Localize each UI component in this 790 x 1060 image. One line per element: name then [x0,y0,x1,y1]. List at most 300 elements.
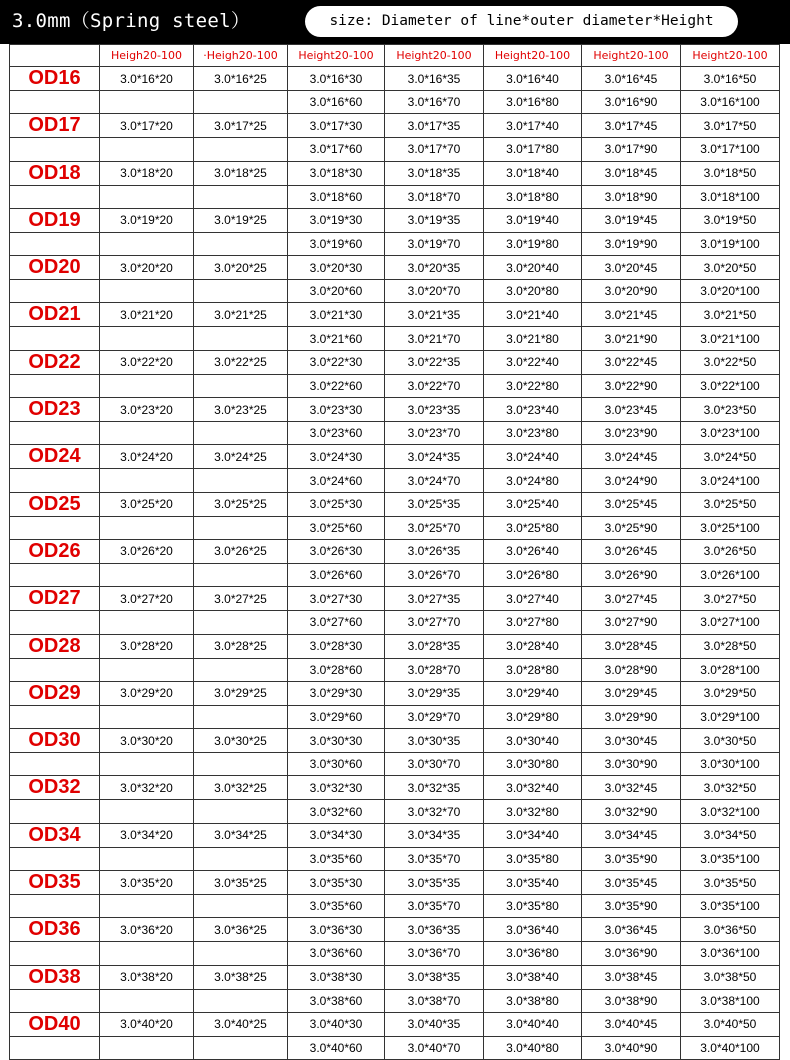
table-row [10,138,780,161]
empty-cell [100,563,194,586]
size-cell: 3.0*22*70 [385,374,484,397]
size-cell: 3.0*38*30 [288,965,385,989]
outer-diameter-label: OD18 [10,161,100,185]
size-cell: 3.0*38*100 [681,989,780,1012]
empty-cell [10,942,100,965]
size-cell: 3.0*23*90 [582,422,681,445]
size-cell: 3.0*25*60 [288,516,385,539]
empty-cell [10,138,100,161]
outer-diameter-label: OD30 [10,729,100,753]
size-cell: 3.0*21*45 [582,303,681,327]
size-cell: 3.0*36*100 [681,942,780,965]
table-row [10,185,780,208]
size-cell: 3.0*23*70 [385,422,484,445]
outer-diameter-label: OD34 [10,823,100,847]
size-cell: 3.0*19*70 [385,232,484,255]
size-cell: 3.0*24*25 [194,445,288,469]
outer-diameter-label: OD38 [10,965,100,989]
empty-cell [194,1036,288,1059]
size-cell: 3.0*24*80 [484,469,582,492]
size-cell: 3.0*38*80 [484,989,582,1012]
size-cell: 3.0*35*50 [681,871,780,895]
table-row [10,705,780,728]
size-cell: 3.0*17*35 [385,114,484,138]
empty-cell [194,91,288,114]
size-cell: 3.0*22*50 [681,350,780,374]
table-row [10,729,780,753]
size-cell: 3.0*18*20 [100,161,194,185]
table-row [10,67,780,91]
table-row [10,823,780,847]
size-cell: 3.0*23*80 [484,422,582,445]
size-cell: 3.0*40*20 [100,1012,194,1036]
size-cell: 3.0*25*90 [582,516,681,539]
size-cell: 3.0*27*30 [288,587,385,611]
table-row [10,942,780,965]
outer-diameter-label: OD29 [10,681,100,705]
empty-cell [10,895,100,918]
size-cell: 3.0*20*80 [484,280,582,303]
empty-cell [100,374,194,397]
empty-cell [10,753,100,776]
empty-cell [194,753,288,776]
size-cell: 3.0*35*60 [288,895,385,918]
size-cell: 3.0*32*60 [288,800,385,823]
size-cell: 3.0*30*40 [484,729,582,753]
empty-cell [100,895,194,918]
size-cell: 3.0*40*35 [385,1012,484,1036]
size-cell: 3.0*21*40 [484,303,582,327]
size-cell: 3.0*22*60 [288,374,385,397]
empty-cell [100,753,194,776]
size-cell: 3.0*18*45 [582,161,681,185]
outer-diameter-label: OD25 [10,492,100,516]
empty-cell [100,942,194,965]
size-cell: 3.0*30*30 [288,729,385,753]
size-cell: 3.0*38*35 [385,965,484,989]
empty-cell [10,847,100,870]
size-cell: 3.0*16*25 [194,67,288,91]
size-cell: 3.0*17*90 [582,138,681,161]
size-cell: 3.0*24*90 [582,469,681,492]
size-cell: 3.0*17*60 [288,138,385,161]
size-cell: 3.0*18*30 [288,161,385,185]
empty-cell [194,280,288,303]
size-cell: 3.0*17*30 [288,114,385,138]
empty-cell [100,280,194,303]
size-cell: 3.0*27*35 [385,587,484,611]
table-row [10,658,780,681]
empty-cell [194,185,288,208]
size-cell: 3.0*20*30 [288,256,385,280]
empty-cell [194,895,288,918]
table-row [10,847,780,870]
size-cell: 3.0*22*25 [194,350,288,374]
size-cell: 3.0*40*70 [385,1036,484,1059]
size-cell: 3.0*21*70 [385,327,484,350]
size-cell: 3.0*16*30 [288,67,385,91]
size-cell: 3.0*35*70 [385,895,484,918]
size-cell: 3.0*28*20 [100,634,194,658]
size-cell: 3.0*38*45 [582,965,681,989]
empty-cell [194,138,288,161]
size-cell: 3.0*36*30 [288,918,385,942]
empty-cell [194,611,288,634]
size-cell: 3.0*26*45 [582,539,681,563]
empty-cell [10,658,100,681]
size-cell: 3.0*28*100 [681,658,780,681]
size-cell: 3.0*20*20 [100,256,194,280]
table-row [10,469,780,492]
table-row [10,422,780,445]
size-cell: 3.0*22*100 [681,374,780,397]
outer-diameter-label: OD17 [10,114,100,138]
size-cell: 3.0*17*25 [194,114,288,138]
size-cell: 3.0*28*90 [582,658,681,681]
size-cell: 3.0*32*100 [681,800,780,823]
empty-cell [10,185,100,208]
empty-cell [100,658,194,681]
size-cell: 3.0*23*45 [582,398,681,422]
size-cell: 3.0*19*25 [194,208,288,232]
size-cell: 3.0*26*80 [484,563,582,586]
table-row [10,965,780,989]
size-cell: 3.0*35*45 [582,871,681,895]
empty-cell [100,469,194,492]
outer-diameter-label: OD24 [10,445,100,469]
table-row [10,611,780,634]
size-cell: 3.0*32*25 [194,776,288,800]
empty-cell [10,989,100,1012]
empty-cell [10,422,100,445]
size-cell: 3.0*34*40 [484,823,582,847]
size-cell: 3.0*35*80 [484,895,582,918]
size-cell: 3.0*26*70 [385,563,484,586]
size-cell: 3.0*21*20 [100,303,194,327]
size-cell: 3.0*36*25 [194,918,288,942]
size-cell: 3.0*32*35 [385,776,484,800]
size-cell: 3.0*23*50 [681,398,780,422]
size-cell: 3.0*32*40 [484,776,582,800]
empty-cell [10,469,100,492]
size-cell: 3.0*23*60 [288,422,385,445]
empty-cell [100,847,194,870]
size-cell: 3.0*29*90 [582,705,681,728]
size-cell: 3.0*29*40 [484,681,582,705]
size-cell: 3.0*26*20 [100,539,194,563]
size-cell: 3.0*16*20 [100,67,194,91]
header-bar [0,0,790,44]
table-row [10,256,780,280]
empty-cell [10,327,100,350]
size-cell: 3.0*23*20 [100,398,194,422]
empty-cell [100,705,194,728]
outer-diameter-label: OD32 [10,776,100,800]
size-cell: 3.0*29*35 [385,681,484,705]
size-cell: 3.0*19*100 [681,232,780,255]
table-row [10,327,780,350]
size-cell: 3.0*29*60 [288,705,385,728]
size-cell: 3.0*25*70 [385,516,484,539]
size-cell: 3.0*16*100 [681,91,780,114]
size-cell: 3.0*22*45 [582,350,681,374]
size-cell: 3.0*19*40 [484,208,582,232]
size-cell: 3.0*30*100 [681,753,780,776]
table-row [10,800,780,823]
size-cell: 3.0*21*50 [681,303,780,327]
empty-cell [194,232,288,255]
table-row [10,161,780,185]
table-row [10,398,780,422]
size-cell: 3.0*19*35 [385,208,484,232]
empty-cell [100,91,194,114]
size-cell: 3.0*18*90 [582,185,681,208]
size-cell: 3.0*28*35 [385,634,484,658]
size-cell: 3.0*16*70 [385,91,484,114]
size-cell: 3.0*23*40 [484,398,582,422]
outer-diameter-label: OD23 [10,398,100,422]
empty-cell [194,800,288,823]
size-cell: 3.0*36*70 [385,942,484,965]
size-cell: 3.0*24*40 [484,445,582,469]
size-cell: 3.0*24*60 [288,469,385,492]
table-row [10,1012,780,1036]
size-cell: 3.0*28*50 [681,634,780,658]
size-cell: 3.0*35*30 [288,871,385,895]
size-cell: 3.0*26*60 [288,563,385,586]
empty-cell [10,705,100,728]
size-cell: 3.0*21*30 [288,303,385,327]
size-cell: 3.0*32*20 [100,776,194,800]
size-cell: 3.0*35*70 [385,847,484,870]
size-cell: 3.0*20*50 [681,256,780,280]
size-cell: 3.0*16*60 [288,91,385,114]
column-header: Heigh20-100 [100,45,194,67]
size-cell: 3.0*19*90 [582,232,681,255]
size-cell: 3.0*25*50 [681,492,780,516]
table-row [10,280,780,303]
size-cell: 3.0*32*90 [582,800,681,823]
size-cell: 3.0*16*80 [484,91,582,114]
size-cell: 3.0*26*30 [288,539,385,563]
size-cell: 3.0*36*45 [582,918,681,942]
size-cell: 3.0*24*100 [681,469,780,492]
size-cell: 3.0*28*40 [484,634,582,658]
size-cell: 3.0*26*25 [194,539,288,563]
size-cell: 3.0*18*25 [194,161,288,185]
size-cell: 3.0*36*60 [288,942,385,965]
empty-cell [194,705,288,728]
column-header: Height20-100 [288,45,385,67]
empty-cell [10,232,100,255]
size-cell: 3.0*28*60 [288,658,385,681]
empty-cell [100,327,194,350]
empty-cell [100,1036,194,1059]
table-row [10,208,780,232]
size-cell: 3.0*24*45 [582,445,681,469]
size-cell: 3.0*28*25 [194,634,288,658]
size-cell: 3.0*29*80 [484,705,582,728]
size-cell: 3.0*34*35 [385,823,484,847]
size-cell: 3.0*35*90 [582,895,681,918]
size-cell: 3.0*36*80 [484,942,582,965]
size-cell: 3.0*29*20 [100,681,194,705]
empty-cell [194,658,288,681]
empty-cell [194,374,288,397]
size-cell: 3.0*29*25 [194,681,288,705]
empty-cell [10,563,100,586]
empty-cell [194,327,288,350]
size-note-box [305,6,738,37]
size-cell: 3.0*35*35 [385,871,484,895]
outer-diameter-label: OD22 [10,350,100,374]
size-cell: 3.0*22*20 [100,350,194,374]
size-cell: 3.0*35*20 [100,871,194,895]
empty-cell [100,232,194,255]
size-cell: 3.0*16*40 [484,67,582,91]
empty-cell [100,800,194,823]
size-cell: 3.0*32*80 [484,800,582,823]
empty-cell [10,516,100,539]
size-cell: 3.0*16*45 [582,67,681,91]
size-cell: 3.0*22*90 [582,374,681,397]
size-cell: 3.0*25*20 [100,492,194,516]
empty-cell [194,563,288,586]
size-cell: 3.0*38*25 [194,965,288,989]
size-cell: 3.0*40*60 [288,1036,385,1059]
empty-cell [100,516,194,539]
size-cell: 3.0*16*50 [681,67,780,91]
size-cell: 3.0*19*20 [100,208,194,232]
size-cell: 3.0*17*50 [681,114,780,138]
size-cell: 3.0*36*35 [385,918,484,942]
size-cell: 3.0*21*25 [194,303,288,327]
table-row [10,1036,780,1059]
size-cell: 3.0*29*70 [385,705,484,728]
table-row [10,539,780,563]
size-cell: 3.0*23*25 [194,398,288,422]
size-cell: 3.0*20*35 [385,256,484,280]
column-header: Height20-100 [385,45,484,67]
size-cell: 3.0*35*100 [681,895,780,918]
size-cell: 3.0*18*100 [681,185,780,208]
column-header: Height20-100 [681,45,780,67]
size-cell: 3.0*20*25 [194,256,288,280]
size-cell: 3.0*20*100 [681,280,780,303]
size-cell: 3.0*40*30 [288,1012,385,1036]
size-cell: 3.0*36*40 [484,918,582,942]
empty-cell [100,138,194,161]
size-cell: 3.0*34*50 [681,823,780,847]
size-cell: 3.0*20*70 [385,280,484,303]
size-cell: 3.0*34*45 [582,823,681,847]
size-cell: 3.0*25*40 [484,492,582,516]
size-cell: 3.0*17*45 [582,114,681,138]
table-header-row [10,45,780,67]
size-cell: 3.0*21*100 [681,327,780,350]
size-cell: 3.0*18*70 [385,185,484,208]
size-cell: 3.0*29*45 [582,681,681,705]
size-cell: 3.0*25*45 [582,492,681,516]
outer-diameter-label: OD35 [10,871,100,895]
empty-cell [100,989,194,1012]
size-cell: 3.0*21*90 [582,327,681,350]
size-cell: 3.0*27*45 [582,587,681,611]
outer-diameter-label: OD40 [10,1012,100,1036]
size-cell: 3.0*22*80 [484,374,582,397]
size-cell: 3.0*28*80 [484,658,582,681]
table-row [10,776,780,800]
size-cell: 3.0*24*35 [385,445,484,469]
size-cell: 3.0*17*80 [484,138,582,161]
table-row [10,232,780,255]
size-cell: 3.0*30*70 [385,753,484,776]
table-row [10,871,780,895]
size-cell: 3.0*32*50 [681,776,780,800]
size-cell: 3.0*28*30 [288,634,385,658]
size-cell: 3.0*35*100 [681,847,780,870]
size-cell: 3.0*21*60 [288,327,385,350]
header-corner-cell [10,45,100,67]
size-cell: 3.0*20*90 [582,280,681,303]
size-cell: 3.0*21*35 [385,303,484,327]
size-cell: 3.0*25*30 [288,492,385,516]
table-row [10,753,780,776]
size-cell: 3.0*27*40 [484,587,582,611]
size-cell: 3.0*27*60 [288,611,385,634]
empty-cell [194,469,288,492]
size-cell: 3.0*27*25 [194,587,288,611]
empty-cell [10,91,100,114]
size-cell: 3.0*35*40 [484,871,582,895]
size-cell: 3.0*27*80 [484,611,582,634]
size-cell: 3.0*24*50 [681,445,780,469]
size-cell: 3.0*20*60 [288,280,385,303]
size-cell: 3.0*17*40 [484,114,582,138]
outer-diameter-label: OD20 [10,256,100,280]
empty-cell [10,611,100,634]
size-cell: 3.0*23*30 [288,398,385,422]
outer-diameter-label: OD28 [10,634,100,658]
size-cell: 3.0*38*40 [484,965,582,989]
size-cell: 3.0*38*60 [288,989,385,1012]
size-cell: 3.0*38*50 [681,965,780,989]
size-cell: 3.0*18*50 [681,161,780,185]
size-cell: 3.0*18*40 [484,161,582,185]
outer-diameter-label: OD19 [10,208,100,232]
size-cell: 3.0*18*35 [385,161,484,185]
column-header: ·Heigh20-100 [194,45,288,67]
table-row [10,587,780,611]
table-row [10,91,780,114]
outer-diameter-label: OD21 [10,303,100,327]
table-row [10,918,780,942]
size-cell: 3.0*27*100 [681,611,780,634]
size-cell: 3.0*27*50 [681,587,780,611]
table-row [10,989,780,1012]
size-cell: 3.0*22*30 [288,350,385,374]
size-cell: 3.0*32*30 [288,776,385,800]
size-cell: 3.0*19*50 [681,208,780,232]
size-cell: 3.0*40*100 [681,1036,780,1059]
size-cell: 3.0*28*70 [385,658,484,681]
size-cell: 3.0*30*60 [288,753,385,776]
size-cell: 3.0*29*100 [681,705,780,728]
table-row [10,350,780,374]
outer-diameter-label: OD27 [10,587,100,611]
size-cell: 3.0*22*35 [385,350,484,374]
size-cell: 3.0*24*20 [100,445,194,469]
